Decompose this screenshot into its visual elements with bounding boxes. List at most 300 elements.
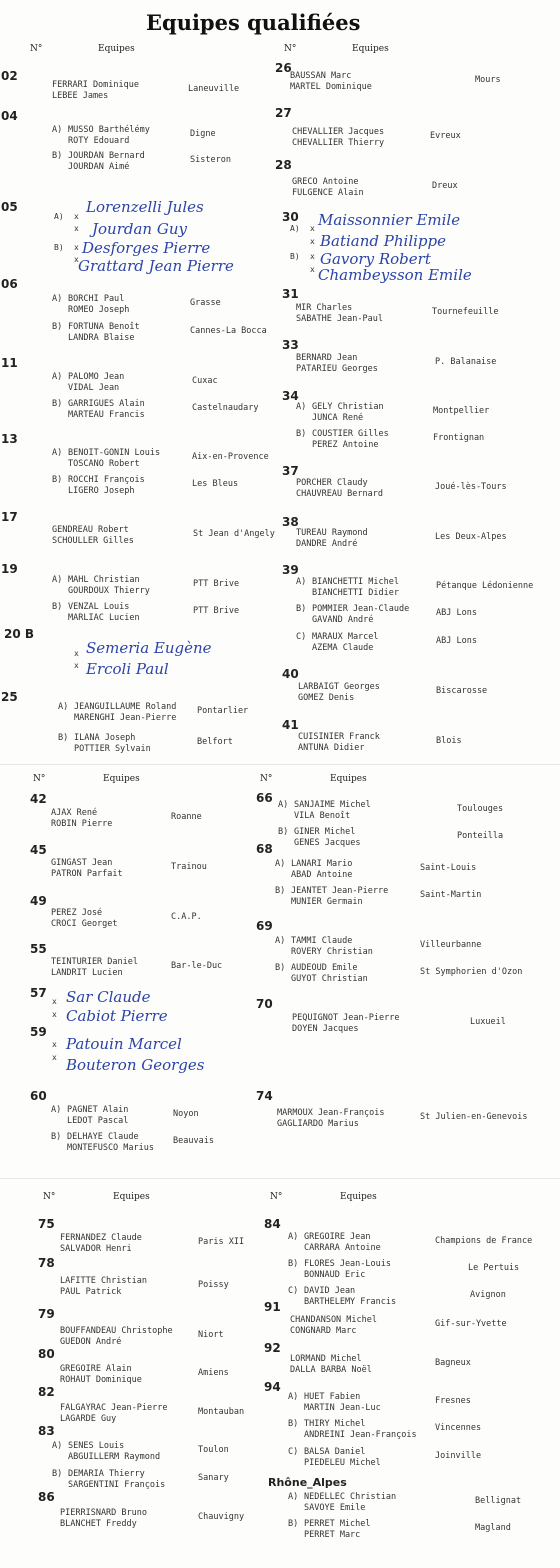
club-town: Montpellier — [433, 406, 490, 416]
department-number: 84 — [264, 1217, 281, 1231]
club-town: Ponteilla — [457, 831, 504, 841]
handwritten-name: Maissonnier Emile — [318, 211, 461, 229]
player-name: BIANCHETTI Didier — [312, 588, 399, 598]
player-name: CROCI Georget — [51, 919, 118, 929]
club-town: Grasse — [190, 298, 221, 308]
player-name: GUEDON André — [60, 1337, 122, 1347]
player-name: CHAUVREAU Bernard — [296, 489, 383, 499]
handwritten-name: Jourdan Guy — [92, 220, 187, 238]
department-number: 13 — [1, 432, 18, 446]
team-letter: B) — [288, 1419, 299, 1429]
player-name: DALLA BARBA Noël — [290, 1365, 372, 1375]
team-letter: B) — [52, 399, 63, 409]
player-name: ABGUILLERM Raymond — [68, 1452, 161, 1462]
player-name: CHEVALLIER Jacques — [292, 127, 385, 137]
department-number: 82 — [38, 1385, 55, 1399]
club-town: Laneuville — [188, 84, 240, 94]
player-name: ROVERY Christian — [291, 947, 373, 957]
club-town: Le Pertuis — [468, 1263, 520, 1273]
club-town: Sisteron — [190, 155, 231, 165]
player-name: CONGNARD Marc — [290, 1326, 357, 1336]
club-town: Noyon — [173, 1109, 199, 1119]
player-name: LARBAIGT Georges — [298, 682, 380, 692]
player-name: SARGENTINI François — [68, 1480, 166, 1490]
club-town: Beauvais — [173, 1136, 214, 1146]
department-number: 69 — [256, 919, 273, 933]
department-number: 41 — [282, 718, 299, 732]
header-number: N° — [270, 1192, 283, 1202]
department-number: 91 — [264, 1300, 281, 1314]
department-number: 19 — [1, 562, 18, 576]
handwritten-name: Ercoli Paul — [86, 660, 169, 678]
club-town: St Symphorien d'Ozon — [420, 967, 523, 977]
club-town: Sanary — [198, 1473, 229, 1483]
player-name: ANTUNA Didier — [298, 743, 365, 753]
mark: B) — [54, 243, 64, 252]
department-number: 04 — [1, 109, 18, 123]
player-name: PEREZ José — [51, 908, 103, 918]
department-number: 78 — [38, 1256, 55, 1270]
player-name: MARMOUX Jean-François — [277, 1108, 385, 1118]
department-number: 49 — [30, 894, 47, 908]
player-name: ABAD Antoine — [291, 870, 353, 880]
player-name: NEDELLEC Christian — [304, 1492, 397, 1502]
handwritten-name: Lorenzelli Jules — [86, 198, 204, 216]
player-name: HUET Fabien — [304, 1392, 361, 1402]
department-number: 68 — [256, 842, 273, 856]
club-town: Biscarosse — [436, 686, 488, 696]
player-name: POTTIER Sylvain — [74, 744, 151, 754]
header-equipes: Equipes — [352, 44, 389, 54]
team-letter: A) — [51, 1105, 62, 1115]
player-name: GINGAST Jean — [51, 858, 113, 868]
department-number: 59 — [30, 1025, 47, 1039]
player-name: BORCHI Paul — [68, 294, 125, 304]
department-number: 57 — [30, 986, 47, 1000]
team-letter: B) — [275, 963, 286, 973]
team-letter: B) — [52, 322, 63, 332]
club-town: Chauvigny — [198, 1512, 245, 1522]
player-name: GREGOIRE Jean — [304, 1232, 371, 1242]
team-letter: A) — [296, 402, 307, 412]
player-name: TAMMI Claude — [291, 936, 353, 946]
mark: x — [310, 252, 315, 261]
club-town: P. Balanaise — [435, 357, 497, 367]
player-name: PATRON Parfait — [51, 869, 123, 879]
department-number: 40 — [282, 667, 299, 681]
team-letter: C) — [296, 632, 307, 642]
player-name: DANDRE André — [296, 539, 358, 549]
club-town: Niort — [198, 1330, 224, 1340]
department-number: 92 — [264, 1341, 281, 1355]
department-number: 25 — [1, 690, 18, 704]
department-number: 86 — [38, 1490, 55, 1504]
club-town: Digne — [190, 129, 216, 139]
region-heading: Rhône_Alpes — [268, 1476, 347, 1489]
player-name: FORTUNA Benoît — [68, 322, 140, 332]
section-divider — [0, 764, 560, 765]
club-town: Fresnes — [435, 1396, 471, 1406]
player-name: ILANA Joseph — [74, 733, 136, 743]
mark: x — [310, 237, 315, 246]
club-town: Paris XII — [198, 1237, 245, 1247]
player-name: MARTEL Dominique — [290, 82, 372, 92]
department-number: 45 — [30, 843, 47, 857]
department-number: 33 — [282, 338, 299, 352]
header-equipes: Equipes — [330, 774, 367, 784]
page-title: Equipes qualifiées — [146, 10, 361, 35]
player-name: THIRY Michel — [304, 1419, 366, 1429]
club-town: Frontignan — [433, 433, 485, 443]
team-letter: A) — [52, 448, 63, 458]
player-name: GELY Christian — [312, 402, 384, 412]
player-name: GENDREAU Robert — [52, 525, 129, 535]
player-name: LAGARDE Guy — [60, 1414, 117, 1424]
department-number: 66 — [256, 791, 273, 805]
mark: x — [310, 265, 315, 274]
club-town: Castelnaudary — [192, 403, 259, 413]
player-name: ROBIN Pierre — [51, 819, 113, 829]
player-name: GOURDOUX Thierry — [68, 586, 150, 596]
player-name: CHEVALLIER Thierry — [292, 138, 385, 148]
header-number: N° — [260, 774, 273, 784]
team-letter: A) — [275, 936, 286, 946]
club-town: Pétanque Lédonienne — [436, 581, 534, 591]
player-name: MAHL Christian — [68, 575, 140, 585]
team-letter: A) — [288, 1492, 299, 1502]
department-number: 79 — [38, 1307, 55, 1321]
club-town: Mours — [475, 75, 501, 85]
department-number: 42 — [30, 792, 47, 806]
team-letter: B) — [52, 602, 63, 612]
department-number: 60 — [30, 1089, 47, 1103]
department-number: 20 B — [4, 627, 35, 641]
team-letter: A) — [52, 125, 63, 135]
mark: A) — [54, 212, 64, 221]
player-name: LANDRA Blaise — [68, 333, 135, 343]
player-name: ROMEO Joseph — [68, 305, 130, 315]
player-name: BENOIT-GONIN Louis — [68, 448, 161, 458]
department-number: 34 — [282, 389, 299, 403]
department-number: 06 — [1, 277, 18, 291]
player-name: MONTEFUSCO Marius — [67, 1143, 154, 1153]
player-name: TUREAU Raymond — [296, 528, 368, 538]
player-name: GENES Jacques — [294, 838, 361, 848]
team-letter: C) — [288, 1447, 299, 1457]
club-town: St Julien-en-Genevois — [420, 1112, 528, 1122]
handwritten-name: Chambeysson Emile — [318, 266, 472, 284]
club-town: Trainou — [171, 862, 207, 872]
header-number: N° — [33, 774, 46, 784]
player-name: GOMEZ Denis — [298, 693, 355, 703]
mark: x — [74, 661, 79, 670]
club-town: Montauban — [198, 1407, 245, 1417]
club-town: ABJ Lons — [436, 608, 477, 618]
club-town: Blois — [436, 736, 462, 746]
player-name: FULGENCE Alain — [292, 188, 364, 198]
club-town: Aix-en-Provence — [192, 452, 269, 462]
player-name: PORCHER Claudy — [296, 478, 368, 488]
team-letter: A) — [278, 800, 289, 810]
club-town: Belfort — [197, 737, 233, 747]
player-name: JOURDAN Bernard — [68, 151, 145, 161]
team-letter: B) — [278, 827, 289, 837]
player-name: FALGAYRAC Jean-Pierre — [60, 1403, 168, 1413]
team-letter: B) — [296, 429, 307, 439]
club-town: PTT Brive — [193, 606, 240, 616]
player-name: MUSSO Barthélémy — [68, 125, 150, 135]
department-number: 30 — [282, 210, 299, 224]
team-letter: B) — [288, 1519, 299, 1529]
mark: x — [52, 1040, 57, 1049]
mark: x — [52, 997, 57, 1006]
department-number: 26 — [275, 61, 292, 75]
player-name: GINER Michel — [294, 827, 356, 837]
club-town: Evreux — [430, 131, 461, 141]
mark: x — [310, 224, 315, 233]
department-number: 37 — [282, 464, 299, 478]
player-name: LANDRIT Lucien — [51, 968, 123, 978]
club-town: Amiens — [198, 1368, 229, 1378]
player-name: PIEDELEU Michel — [304, 1458, 381, 1468]
section-divider — [0, 1178, 560, 1179]
club-town: Bellignat — [475, 1496, 522, 1506]
mark: x — [52, 1010, 57, 1019]
player-name: GAGLIARDO Marius — [277, 1119, 359, 1129]
club-town: Roanne — [171, 812, 202, 822]
player-name: GRECO Antoine — [292, 177, 359, 187]
club-town: Luxueil — [470, 1017, 506, 1027]
player-name: PAUL Patrick — [60, 1287, 122, 1297]
header-number: N° — [30, 44, 43, 54]
department-number: 83 — [38, 1424, 55, 1438]
player-name: SAVOYE Emile — [304, 1503, 366, 1513]
team-letter: B) — [52, 475, 63, 485]
handwritten-name: Batiand Philippe — [320, 232, 446, 250]
team-letter: B) — [275, 886, 286, 896]
player-name: DEMARIA Thierry — [68, 1469, 145, 1479]
club-town: Tournefeuille — [432, 307, 499, 317]
club-town: Toulouges — [457, 804, 504, 814]
player-name: ROTY Edouard — [68, 136, 130, 146]
department-number: 02 — [1, 69, 18, 83]
player-name: PEQUIGNOT Jean-Pierre — [292, 1013, 400, 1023]
player-name: SCHOULLER Gilles — [52, 536, 134, 546]
player-name: BOUFFANDEAU Christophe — [60, 1326, 173, 1336]
player-name: BIANCHETTI Michel — [312, 577, 399, 587]
player-name: LIGERO Joseph — [68, 486, 135, 496]
player-name: LAFITTE Christian — [60, 1276, 147, 1286]
player-name: LEBEE James — [52, 91, 109, 101]
player-name: ANDREINI Jean-François — [304, 1430, 417, 1440]
department-number: 38 — [282, 515, 299, 529]
department-number: 94 — [264, 1380, 281, 1394]
player-name: DELHAYE Claude — [67, 1132, 139, 1142]
player-name: PALOMO Jean — [68, 372, 125, 382]
player-name: FERRARI Dominique — [52, 80, 139, 90]
department-number: 05 — [1, 200, 18, 214]
team-letter: A) — [52, 372, 63, 382]
club-town: C.A.P. — [171, 912, 202, 922]
team-letter: A) — [296, 577, 307, 587]
team-letter: B) — [288, 1259, 299, 1269]
department-number: 28 — [275, 158, 292, 172]
player-name: ROHAUT Dominique — [60, 1375, 142, 1385]
player-name: GREGOIRE Alain — [60, 1364, 132, 1374]
player-name: BONNAUD Eric — [304, 1270, 366, 1280]
player-name: JOURDAN Aimé — [68, 162, 130, 172]
club-town: ABJ Lons — [436, 636, 477, 646]
club-town: Cuxac — [192, 376, 218, 386]
club-town: Saint-Louis — [420, 863, 477, 873]
team-letter: A) — [288, 1392, 299, 1402]
club-town: Joinville — [435, 1451, 482, 1461]
player-name: TOSCANO Robert — [68, 459, 140, 469]
player-name: PEREZ Antoine — [312, 440, 379, 450]
club-town: Bagneux — [435, 1358, 471, 1368]
player-name: PERRET Marc — [304, 1530, 361, 1540]
handwritten-name: Semeria Eugène — [86, 639, 212, 657]
player-name: MARAUX Marcel — [312, 632, 379, 642]
player-name: FERNANDEZ Claude — [60, 1233, 142, 1243]
department-number: 31 — [282, 287, 299, 301]
player-name: PERRET Michel — [304, 1519, 371, 1529]
player-name: AZEMA Claude — [312, 643, 374, 653]
header-equipes: Equipes — [103, 774, 140, 784]
player-name: ROCCHI François — [68, 475, 145, 485]
mark: x — [74, 255, 79, 264]
player-name: PIERRISNARD Bruno — [60, 1508, 147, 1518]
club-town: Gif-sur-Yvette — [435, 1319, 507, 1329]
team-letter: B) — [52, 1469, 63, 1479]
player-name: JEANGUILLAUME Roland — [74, 702, 177, 712]
handwritten-name: Gavory Robert — [320, 250, 431, 268]
player-name: CARRARA Antoine — [304, 1243, 381, 1253]
player-name: PATARIEU Georges — [296, 364, 378, 374]
player-name: GARRIGUES Alain — [68, 399, 145, 409]
club-town: St Jean d'Angely — [193, 529, 275, 539]
player-name: SABATHE Jean-Paul — [296, 314, 383, 324]
player-name: COUSTIER Gilles — [312, 429, 389, 439]
department-number: 27 — [275, 106, 292, 120]
mark: x — [74, 212, 79, 221]
player-name: SANJAIME Michel — [294, 800, 371, 810]
player-name: GAVAND André — [312, 615, 374, 625]
player-name: FLORES Jean-Louis — [304, 1259, 391, 1269]
club-town: Pontarlier — [197, 706, 249, 716]
player-name: JUNCA René — [312, 413, 364, 423]
team-letter: A) — [275, 859, 286, 869]
team-letter: A) — [52, 575, 63, 585]
player-name: LANARI Mario — [291, 859, 353, 869]
department-number: 70 — [256, 997, 273, 1011]
handwritten-name: Patouin Marcel — [66, 1035, 182, 1053]
mark: B) — [290, 252, 300, 261]
player-name: VIDAL Jean — [68, 383, 120, 393]
department-number: 74 — [256, 1089, 273, 1103]
player-name: BAUSSAN Marc — [290, 71, 352, 81]
handwritten-name: Cabiot Pierre — [66, 1007, 168, 1025]
player-name: MIR Charles — [296, 303, 353, 313]
mark: A) — [290, 224, 300, 233]
mark: x — [52, 1053, 57, 1062]
club-town: Magland — [475, 1523, 511, 1533]
handwritten-name: Sar Claude — [66, 988, 151, 1006]
club-town: Les Bleus — [192, 479, 239, 489]
club-town: Joué-lès-Tours — [435, 482, 507, 492]
player-name: BALSA Daniel — [304, 1447, 366, 1457]
department-number: 39 — [282, 563, 299, 577]
mark: x — [74, 649, 79, 658]
department-number: 80 — [38, 1347, 55, 1361]
club-town: PTT Brive — [193, 579, 240, 589]
player-name: PAGNET Alain — [67, 1105, 129, 1115]
team-letter: B) — [51, 1132, 62, 1142]
player-name: LEDOT Pascal — [67, 1116, 129, 1126]
player-name: MARENGHI Jean-Pierre — [74, 713, 177, 723]
team-letter: C) — [288, 1286, 299, 1296]
header-number: N° — [284, 44, 297, 54]
club-town: Villeurbanne — [420, 940, 482, 950]
header-number: N° — [43, 1192, 56, 1202]
player-name: CHANDANSON Michel — [290, 1315, 377, 1325]
club-town: Poissy — [198, 1280, 229, 1290]
player-name: AJAX René — [51, 808, 98, 818]
mark: x — [74, 243, 79, 252]
mark: x — [74, 224, 79, 233]
team-letter: A) — [58, 702, 69, 712]
team-letter: A) — [52, 294, 63, 304]
player-name: MARTIN Jean-Luc — [304, 1403, 381, 1413]
player-name: CUISINIER Franck — [298, 732, 380, 742]
club-town: Les Deux-Alpes — [435, 532, 507, 542]
player-name: VILA Benoît — [294, 811, 351, 821]
player-name: SALVADOR Henri — [60, 1244, 132, 1254]
player-name: GUYOT Christian — [291, 974, 368, 984]
player-name: MUNIER Germain — [291, 897, 363, 907]
player-name: JEANTET Jean-Pierre — [291, 886, 389, 896]
team-letter: B) — [52, 151, 63, 161]
club-town: Avignon — [470, 1290, 506, 1300]
player-name: MARTEAU Francis — [68, 410, 145, 420]
player-name: AUDEOUD Emile — [291, 963, 358, 973]
player-name: DAVID Jean — [304, 1286, 356, 1296]
department-number: 55 — [30, 942, 47, 956]
player-name: BLANCHET Freddy — [60, 1519, 137, 1529]
player-name: BERNARD Jean — [296, 353, 358, 363]
department-number: 11 — [1, 356, 18, 370]
club-town: Bar-le-Duc — [171, 961, 223, 971]
player-name: BARTHELEMY Francis — [304, 1297, 397, 1307]
player-name: POMMIER Jean-Claude — [312, 604, 410, 614]
player-name: DOYEN Jacques — [292, 1024, 359, 1034]
player-name: LORMAND Michel — [290, 1354, 362, 1364]
team-letter: A) — [52, 1441, 63, 1451]
player-name: VENZAL Louis — [68, 602, 130, 612]
header-equipes: Equipes — [340, 1192, 377, 1202]
club-town: Saint-Martin — [420, 890, 482, 900]
player-name: MARLIAC Lucien — [68, 613, 140, 623]
department-number: 75 — [38, 1217, 55, 1231]
department-number: 17 — [1, 510, 18, 524]
player-name: SENES Louis — [68, 1441, 125, 1451]
club-town: Champions de France — [435, 1236, 533, 1246]
club-town: Dreux — [432, 181, 458, 191]
handwritten-name: Desforges Pierre — [82, 239, 211, 257]
team-letter: A) — [288, 1232, 299, 1242]
club-town: Cannes-La Bocca — [190, 326, 267, 336]
player-name: TEINTURIER Daniel — [51, 957, 138, 967]
